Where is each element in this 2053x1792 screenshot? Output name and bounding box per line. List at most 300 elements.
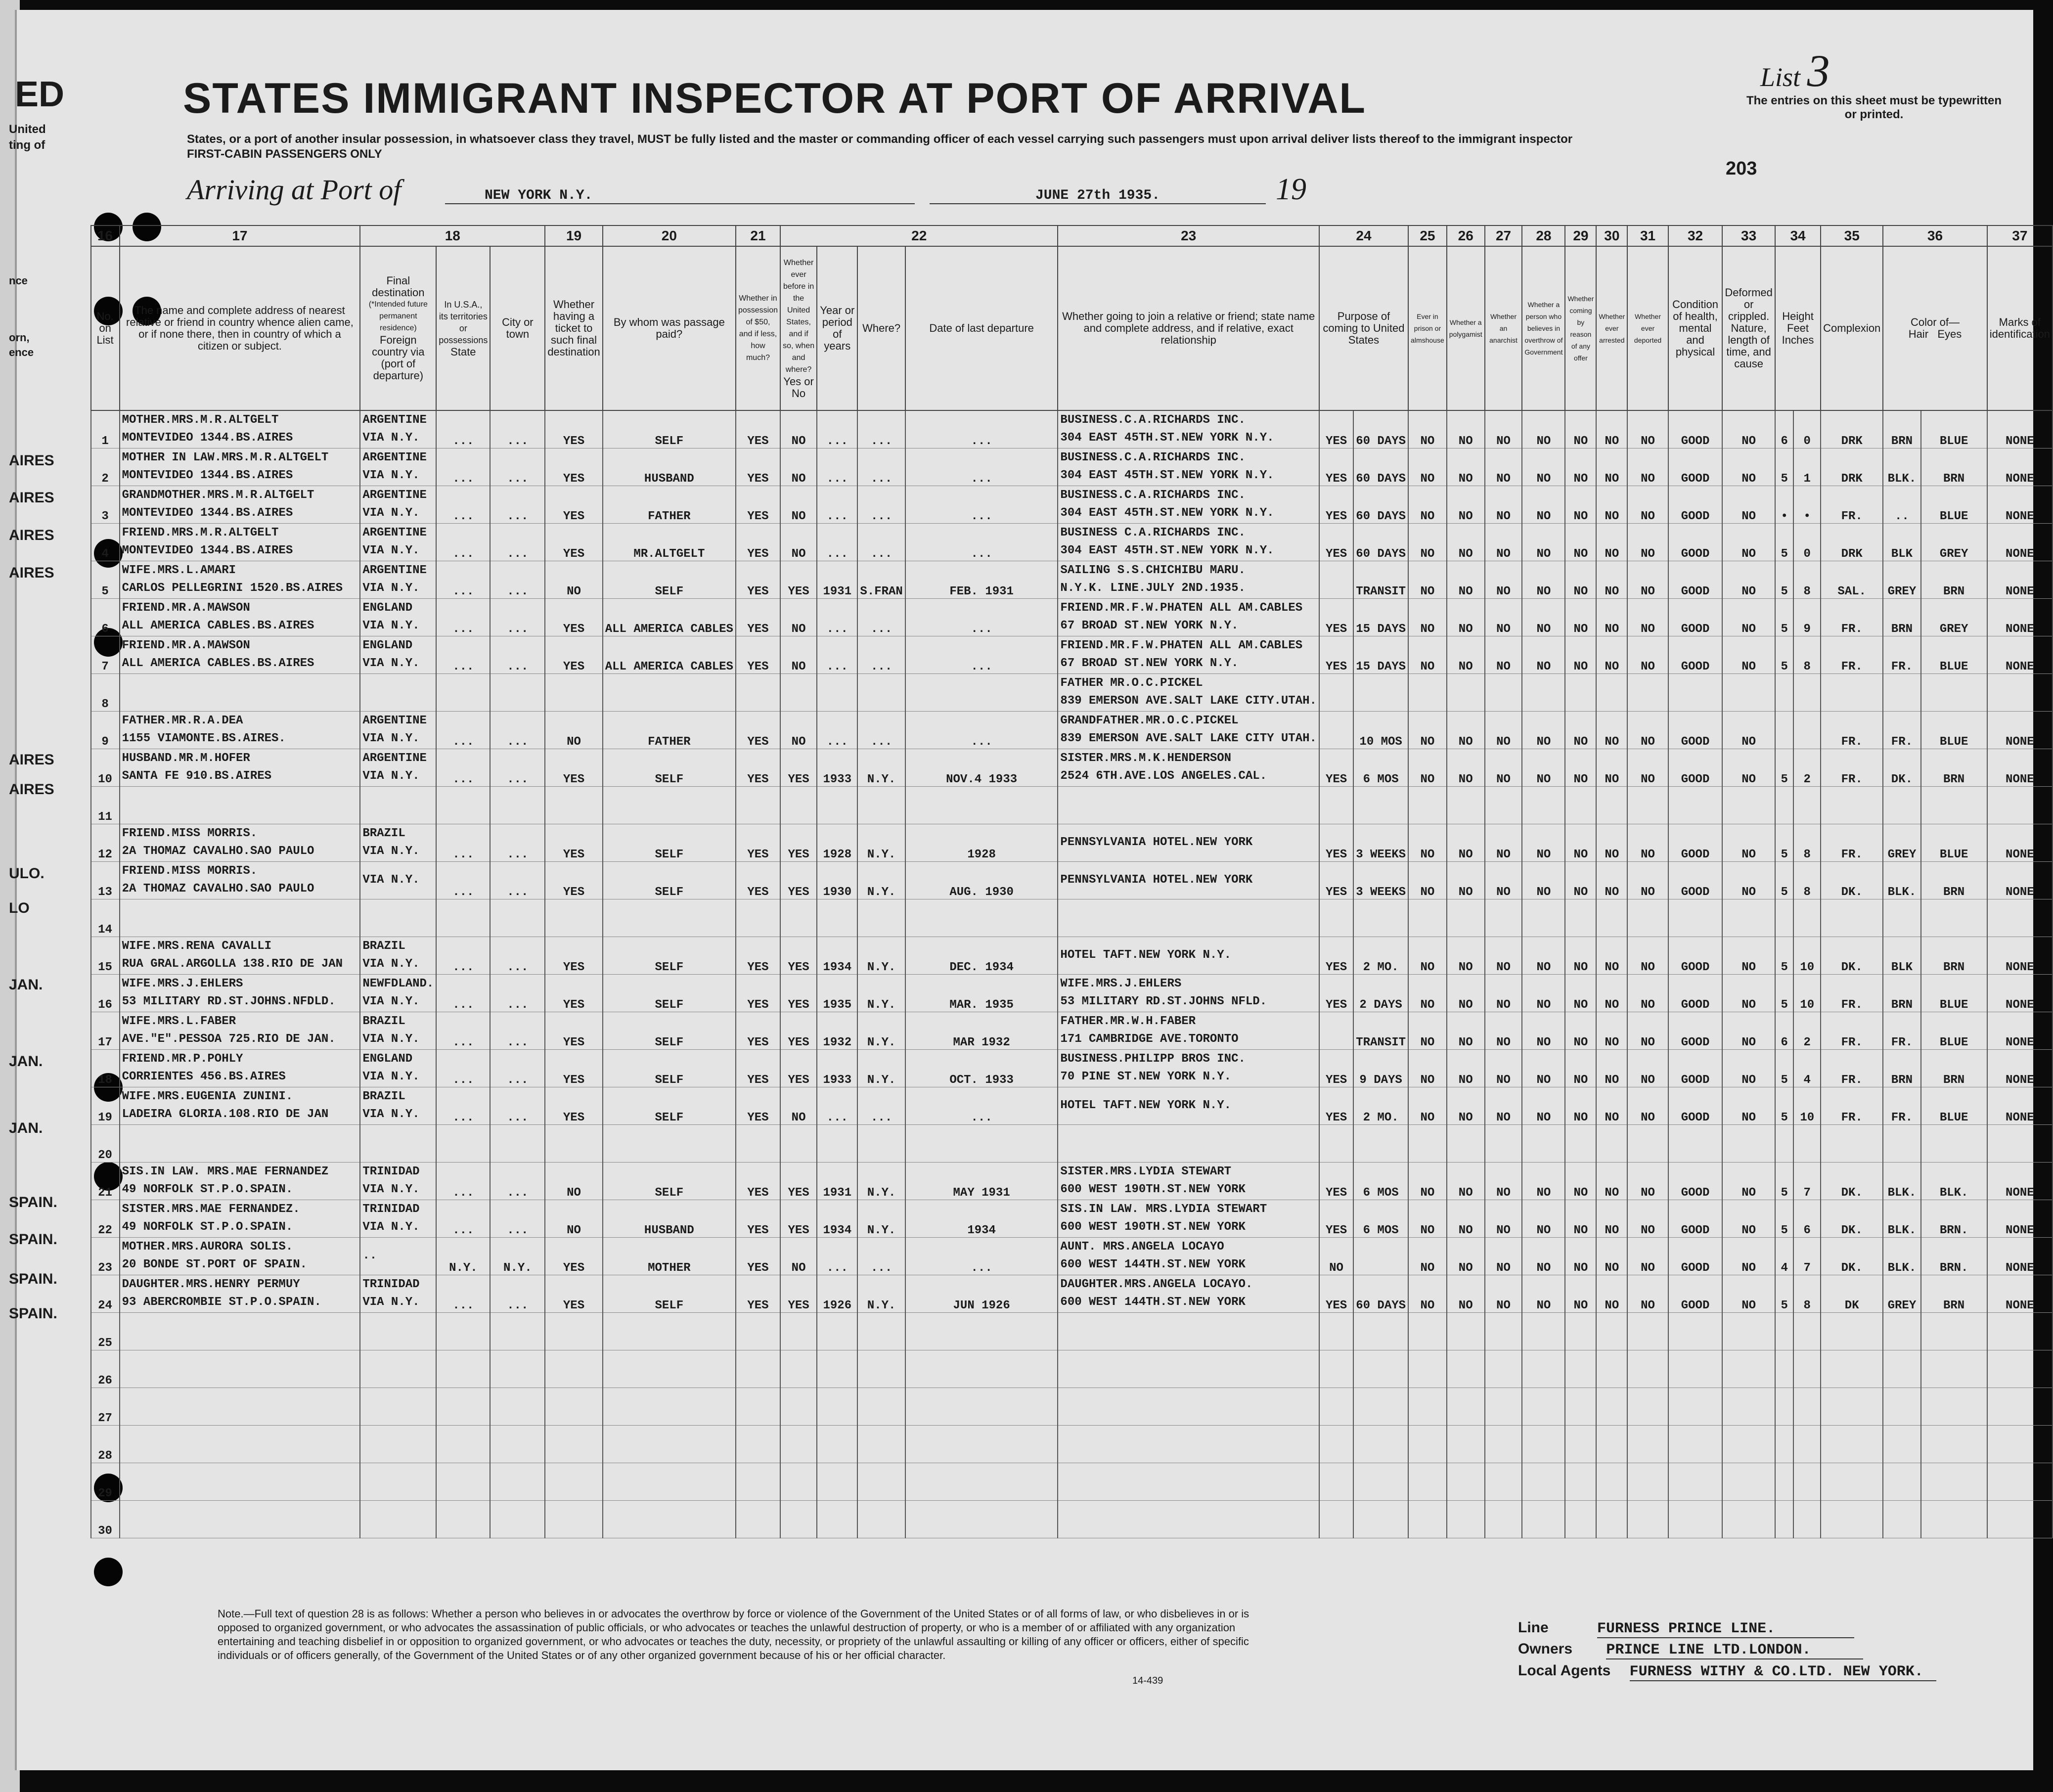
no-cell: 23 [91, 1237, 120, 1275]
dep-cell: ... [905, 523, 1058, 561]
c29-cell: NO [1565, 1275, 1596, 1312]
c29-cell [1565, 1312, 1596, 1350]
rel-line-2: SANTA FE 910.BS.AIRES [122, 769, 272, 783]
rel-line-2: ALL AMERICA CABLES.BS.AIRES [122, 657, 314, 670]
paid-cell: SELF [603, 1012, 736, 1049]
paid-cell [603, 673, 736, 711]
fc-line-1: ARGENTINE [362, 526, 427, 539]
column-number: 34 [1775, 225, 1821, 246]
state-cell: N.Y. [436, 1237, 490, 1275]
yr-cell: ... [817, 636, 857, 673]
money-cell [736, 1425, 780, 1463]
c24b-cell: 15 DAYS [1353, 636, 1408, 673]
c31-cell [1627, 1388, 1668, 1425]
c27-cell: NO [1485, 749, 1522, 786]
paid-cell: SELF [603, 937, 736, 974]
c26-cell: NO [1447, 861, 1485, 899]
c30-cell [1596, 673, 1627, 711]
fc-cell [360, 937, 436, 974]
c30-cell: NO [1596, 561, 1627, 598]
c25-cell [1408, 1425, 1447, 1463]
paid-cell: ALL AMERICA CABLES [603, 636, 736, 673]
state-cell: ... [436, 561, 490, 598]
rel-line-1: FRIEND.MR.A.MAWSON [122, 639, 250, 652]
c30-cell: NO [1596, 1087, 1627, 1124]
c26-cell [1447, 1463, 1485, 1500]
fc-cell [360, 1388, 436, 1425]
state-cell [436, 899, 490, 937]
c29-cell: NO [1565, 523, 1596, 561]
left-margin-cell [10, 448, 91, 486]
c31-cell: NO [1627, 1049, 1668, 1087]
rel-line-1: WIFE.MRS.L.FABER [122, 1015, 236, 1028]
join-line-2: 67 BROAD ST.NEW YORK N.Y. [1060, 619, 1239, 632]
column-number: 35 [1821, 225, 1883, 246]
c28-cell: NO [1522, 1162, 1565, 1200]
list-word: List [1760, 62, 1801, 92]
c29-cell: NO [1565, 824, 1596, 861]
join-cell [1058, 899, 1319, 937]
where-header: Where? [857, 246, 905, 410]
deformed-cell: NO [1722, 561, 1775, 598]
fc-line-2: VIA N.Y. [362, 582, 420, 595]
column-number: 33 [1722, 225, 1775, 246]
ticket-cell: YES [545, 486, 602, 523]
c24b-cell: 3 WEEKS [1353, 824, 1408, 861]
rel-line-1: SISTER.MRS.MAE FERNANDEZ. [122, 1203, 300, 1216]
left-fragment: SPAIN. [9, 1305, 57, 1322]
table-row [10, 749, 2053, 786]
ticket-cell: YES [545, 974, 602, 1012]
ticket-cell [545, 1463, 602, 1500]
c29-cell: NO [1565, 711, 1596, 749]
ft-cell: 5 [1775, 598, 1793, 636]
column-number: 17 [120, 225, 360, 246]
city-cell: ... [490, 861, 545, 899]
c28-cell [1522, 1463, 1565, 1500]
deformed-cell [1722, 1425, 1775, 1463]
left-margin-cell [10, 486, 91, 523]
where-cell [857, 673, 905, 711]
table-row [10, 1425, 2053, 1463]
rel-line-2: RUA GRAL.ARGOLLA 138.RIO DE JAN [122, 957, 343, 971]
state-label: State [450, 346, 476, 358]
before-cell: YES [780, 1275, 817, 1312]
left-fragment: orn, [9, 331, 30, 344]
eyes-cell [1921, 1463, 1987, 1500]
hair-cell [1883, 1425, 1920, 1463]
column-number: 29 [1565, 225, 1596, 246]
c24b-cell: 60 DAYS [1353, 523, 1408, 561]
dep-cell: ... [905, 410, 1058, 448]
c26-cell [1447, 1425, 1485, 1463]
eyes-cell [1921, 1425, 1987, 1463]
left-fragment: United [9, 123, 46, 136]
paid-cell: SELF [603, 974, 736, 1012]
c26-cell: NO [1447, 1200, 1485, 1237]
c24a-cell: YES [1319, 1275, 1353, 1312]
instructions-text: States, or a port of another insular possession, in whatsoever class they travel, MUST be fully listed and the master or commanding officer of each vessel carrying such passengers must upon arrival deliver lists thereof to the immigrant inspector [187, 133, 1573, 146]
left-margin-cell [10, 1237, 91, 1275]
join-line-2: 67 BROAD ST.NEW YORK N.Y. [1060, 657, 1239, 670]
page-number: 203 [1726, 158, 1757, 179]
c24a-cell [1319, 1312, 1353, 1350]
join-cell [1058, 486, 1319, 523]
before-cell: NO [780, 1087, 817, 1124]
rel-cell [120, 673, 360, 711]
c24a-cell: YES [1319, 1087, 1353, 1124]
c25-cell: NO [1408, 448, 1447, 486]
eyes-cell: BRN [1921, 937, 1987, 974]
c30-cell: NO [1596, 749, 1627, 786]
cx-cell: DK. [1821, 937, 1883, 974]
join-line-1: WIFE.MRS.J.EHLERS [1060, 977, 1182, 990]
join-line-2: 600 WEST 144TH.ST.NEW YORK [1060, 1258, 1246, 1271]
in-cell: 8 [1793, 561, 1821, 598]
arriving-label: Arriving at Port of [187, 174, 402, 206]
before-cell [780, 673, 817, 711]
c28-cell: NO [1522, 1275, 1565, 1312]
join-line-2: PENNSYLVANIA HOTEL.NEW YORK [1060, 873, 1253, 887]
column-number: 25 [1408, 225, 1447, 246]
c27-cell [1485, 1350, 1522, 1388]
c29-cell: NO [1565, 598, 1596, 636]
join-line-2: 53 MILITARY RD.ST.JOHNS NFLD. [1060, 995, 1267, 1008]
money-header: Whether in possession of $50, and if less, how much? [736, 246, 780, 410]
marks-cell [1987, 1425, 2053, 1463]
manifest-rows [10, 410, 2053, 1538]
join-cell [1058, 1200, 1319, 1237]
where-cell: ... [857, 1087, 905, 1124]
marks-cell: NONE [1987, 410, 2053, 448]
yr-cell [817, 1463, 857, 1500]
column-number: 30 [1596, 225, 1627, 246]
left-margin-header [10, 225, 91, 246]
left-margin-cell [10, 861, 91, 899]
in-cell [1793, 673, 1821, 711]
join-line-2: 304 EAST 45TH.ST.NEW YORK N.Y. [1060, 431, 1274, 445]
health-header: Condition of health, mental and physical [1668, 246, 1723, 410]
left-margin-cell [10, 1425, 91, 1463]
c31-cell: NO [1627, 486, 1668, 523]
city-cell: ... [490, 448, 545, 486]
table-row [10, 974, 2053, 1012]
no-cell: 22 [91, 1200, 120, 1237]
in-cell: 8 [1793, 636, 1821, 673]
hair-cell: BLK. [1883, 448, 1920, 486]
ticket-cell [545, 1500, 602, 1538]
c27-cell: NO [1485, 1162, 1522, 1200]
join-line-2: PENNSYLVANIA HOTEL.NEW YORK [1060, 836, 1253, 849]
city-cell [490, 786, 545, 824]
c28-cell [1522, 899, 1565, 937]
yr-cell [817, 1425, 857, 1463]
rel-cell [120, 1162, 360, 1200]
paid-cell: SELF [603, 824, 736, 861]
ticket-cell: YES [545, 448, 602, 486]
c25-cell: NO [1408, 1275, 1447, 1312]
c24b-cell: 60 DAYS [1353, 1275, 1408, 1312]
paid-cell: FATHER [603, 486, 736, 523]
health-cell: GOOD [1668, 861, 1723, 899]
date-field: JUNE 27th 1935. [930, 188, 1266, 204]
c29-cell: NO [1565, 486, 1596, 523]
fc-line-1: TRINIDAD [362, 1278, 420, 1291]
where-cell: N.Y. [857, 1200, 905, 1237]
c30-cell: NO [1596, 1012, 1627, 1049]
cx-cell [1821, 1388, 1883, 1425]
c31-cell: NO [1627, 1237, 1668, 1275]
where-cell: ... [857, 486, 905, 523]
health-cell: GOOD [1668, 1200, 1723, 1237]
no-cell: 19 [91, 1087, 120, 1124]
money-cell: YES [736, 523, 780, 561]
cx-cell [1821, 1124, 1883, 1162]
state-cell: ... [436, 410, 490, 448]
fc-line-2: VIA N.Y. [362, 1070, 420, 1083]
hair-cell: FR. [1883, 1087, 1920, 1124]
c30-cell: NO [1596, 974, 1627, 1012]
left-margin-cell [10, 1124, 91, 1162]
rel-line-2: CARLOS PELLEGRINI 1520.BS.AIRES [122, 582, 343, 595]
c24a-cell: YES [1319, 749, 1353, 786]
rel-cell [120, 1087, 360, 1124]
ticket-cell: YES [545, 1049, 602, 1087]
fc-line-1: TRINIDAD [362, 1203, 420, 1216]
city-cell [490, 1388, 545, 1425]
left-fragment: ting of [9, 138, 45, 152]
cx-cell: DRK [1821, 410, 1883, 448]
cx-cell: DRK [1821, 448, 1883, 486]
rel-cell [120, 937, 360, 974]
column-header-row [10, 246, 2053, 410]
page-title: STATES IMMIGRANT INSPECTOR AT PORT OF ARRIVAL [183, 75, 1366, 122]
health-cell [1668, 786, 1723, 824]
ticket-cell: NO [545, 561, 602, 598]
c24b-cell [1353, 1350, 1408, 1388]
c24a-cell [1319, 899, 1353, 937]
c24a-cell [1319, 1463, 1353, 1500]
c29-cell [1565, 1463, 1596, 1500]
foreign-country-header [360, 246, 436, 410]
in-cell: 6 [1793, 1200, 1821, 1237]
fc-line-2: VIA N.Y. [362, 469, 420, 482]
no-cell: 2 [91, 448, 120, 486]
c24a-cell [1319, 561, 1353, 598]
city-cell: ... [490, 1012, 545, 1049]
paid-cell [603, 1312, 736, 1350]
c27-cell [1485, 673, 1522, 711]
health-cell [1668, 1500, 1723, 1538]
fc-cell [360, 598, 436, 636]
city-cell: ... [490, 1275, 545, 1312]
deformed-cell: NO [1722, 711, 1775, 749]
yr-cell [817, 899, 857, 937]
state-cell [436, 1124, 490, 1162]
join-cell [1058, 1425, 1319, 1463]
eyes-cell: BRN. [1921, 1237, 1987, 1275]
left-fragment: AIRES [9, 565, 54, 581]
fc-cell [360, 1500, 436, 1538]
rel-line-1: MOTHER IN LAW.MRS.M.R.ALTGELT [122, 451, 329, 464]
join-line-1: AUNT. MRS.ANGELA LOCAYO [1060, 1240, 1224, 1254]
money-cell [736, 1312, 780, 1350]
fc-line-1: ENGLAND [362, 639, 413, 652]
hair-cell: BLK. [1883, 1162, 1920, 1200]
city-cell: ... [490, 1200, 545, 1237]
c30-cell: NO [1596, 1275, 1627, 1312]
c25-cell: NO [1408, 598, 1447, 636]
join-line-1: BUSINESS.PHILIPP BROS INC. [1060, 1052, 1246, 1066]
table-row [10, 523, 2053, 561]
where-cell: N.Y. [857, 937, 905, 974]
c30-cell [1596, 1388, 1627, 1425]
no-cell: 1 [91, 410, 120, 448]
left-margin-cell [10, 786, 91, 824]
left-fragment: AIRES [9, 781, 54, 798]
c24a-cell [1319, 711, 1353, 749]
join-cell [1058, 824, 1319, 861]
c24a-cell [1319, 1124, 1353, 1162]
polygamist-header: Whether a polygamist [1447, 246, 1485, 410]
table-row [10, 1162, 2053, 1200]
ft-cell: 4 [1775, 1237, 1793, 1275]
c28-cell: NO [1522, 1087, 1565, 1124]
rel-cell [120, 598, 360, 636]
c26-cell: NO [1447, 1162, 1485, 1200]
city-cell: ... [490, 410, 545, 448]
fc-line-2: VIA N.Y. [362, 769, 420, 783]
health-cell: GOOD [1668, 937, 1723, 974]
feet-label: Feet [1787, 322, 1809, 334]
left-fragment: AIRES [9, 527, 54, 543]
left-fragment: nce [9, 274, 28, 287]
left-fragment: ULO. [9, 865, 45, 882]
c28-cell [1522, 1124, 1565, 1162]
line-label: Line [1518, 1619, 1549, 1636]
c30-cell: NO [1596, 636, 1627, 673]
c27-cell [1485, 1500, 1522, 1538]
c28-cell [1522, 786, 1565, 824]
rel-line-2: 20 BONDE ST.PORT OF SPAIN. [122, 1258, 308, 1271]
table-row [10, 1500, 2053, 1538]
c25-cell: NO [1408, 523, 1447, 561]
rel-line-2: 53 MILITARY RD.ST.JOHNS.NFDLD. [122, 995, 336, 1008]
table-row [10, 899, 2053, 937]
left-margin-cell [10, 1162, 91, 1200]
hair-cell: BLK. [1883, 861, 1920, 899]
rel-cell [120, 1463, 360, 1500]
before-cell: NO [780, 448, 817, 486]
fc-line-1: NEWFDLAND. [362, 977, 434, 990]
fc-line-2: VIA N.Y. [362, 1183, 420, 1196]
before-cell: YES [780, 861, 817, 899]
yr-cell: 1931 [817, 1162, 857, 1200]
no-cell: 16 [91, 974, 120, 1012]
c24a-cell: YES [1319, 523, 1353, 561]
money-cell: YES [736, 1049, 780, 1087]
c30-cell: NO [1596, 410, 1627, 448]
c24a-cell: YES [1319, 824, 1353, 861]
yr-cell: 1930 [817, 861, 857, 899]
state-cell: ... [436, 1275, 490, 1312]
hair-cell: BLK [1883, 523, 1920, 561]
c27-cell: NO [1485, 937, 1522, 974]
c26-cell: NO [1447, 1087, 1485, 1124]
c31-cell [1627, 1124, 1668, 1162]
city-cell: ... [490, 598, 545, 636]
left-margin-cell [10, 824, 91, 861]
c25-cell: NO [1408, 636, 1447, 673]
inches-label: Inches [1782, 334, 1814, 346]
eyes-cell: BRN [1921, 1275, 1987, 1312]
column-number: 36 [1883, 225, 1987, 246]
prison-header: Ever in prison or almshouse [1408, 246, 1447, 410]
c27-cell: NO [1485, 1237, 1522, 1275]
before-cell [780, 1312, 817, 1350]
table-row [10, 561, 2053, 598]
ticket-cell: YES [545, 749, 602, 786]
ticket-cell: YES [545, 523, 602, 561]
c26-cell: NO [1447, 636, 1485, 673]
money-cell: YES [736, 1275, 780, 1312]
ft-cell [1775, 711, 1793, 749]
no-cell: 14 [91, 899, 120, 937]
before-cell [780, 1500, 817, 1538]
c25-cell [1408, 1124, 1447, 1162]
hair-cell: GREY [1883, 824, 1920, 861]
c24a-cell: YES [1319, 1162, 1353, 1200]
deformed-cell: NO [1722, 1237, 1775, 1275]
paid-cell [603, 1463, 736, 1500]
cx-cell: FR. [1821, 974, 1883, 1012]
join-cell [1058, 1012, 1319, 1049]
c25-cell: NO [1408, 711, 1447, 749]
c24a-cell: YES [1319, 448, 1353, 486]
hair-cell: GREY [1883, 1275, 1920, 1312]
left-margin-cell [10, 937, 91, 974]
c29-cell [1565, 1350, 1596, 1388]
left-fragment: JAN. [9, 1120, 43, 1136]
c29-cell: NO [1565, 1162, 1596, 1200]
marks-cell: NONE [1987, 598, 2053, 636]
before-cell: YES [780, 1200, 817, 1237]
c31-cell: NO [1627, 448, 1668, 486]
fc-line-1: TRINIDAD [362, 1165, 420, 1178]
dep-cell: ... [905, 1087, 1058, 1124]
marks-cell: NONE [1987, 1012, 2053, 1049]
state-cell: ... [436, 1162, 490, 1200]
health-cell [1668, 899, 1723, 937]
fc-cell [360, 448, 436, 486]
rel-line-1: FRIEND.MR.P.POHLY [122, 1052, 243, 1066]
where-cell [857, 899, 905, 937]
marks-cell [1987, 673, 2053, 711]
ft-cell: 5 [1775, 1049, 1793, 1087]
in-cell [1793, 1350, 1821, 1388]
c27-cell: NO [1485, 1049, 1522, 1087]
ticket-cell: NO [545, 1200, 602, 1237]
state-cell: ... [436, 974, 490, 1012]
c30-cell: NO [1596, 1049, 1627, 1087]
rel-line-1: WIFE.MRS.RENA CAVALLI [122, 940, 272, 953]
join-cell [1058, 1350, 1319, 1388]
c31-cell [1627, 1312, 1668, 1350]
state-cell [436, 1463, 490, 1500]
c27-cell: NO [1485, 636, 1522, 673]
money-cell: YES [736, 636, 780, 673]
before-cell: YES [780, 561, 817, 598]
